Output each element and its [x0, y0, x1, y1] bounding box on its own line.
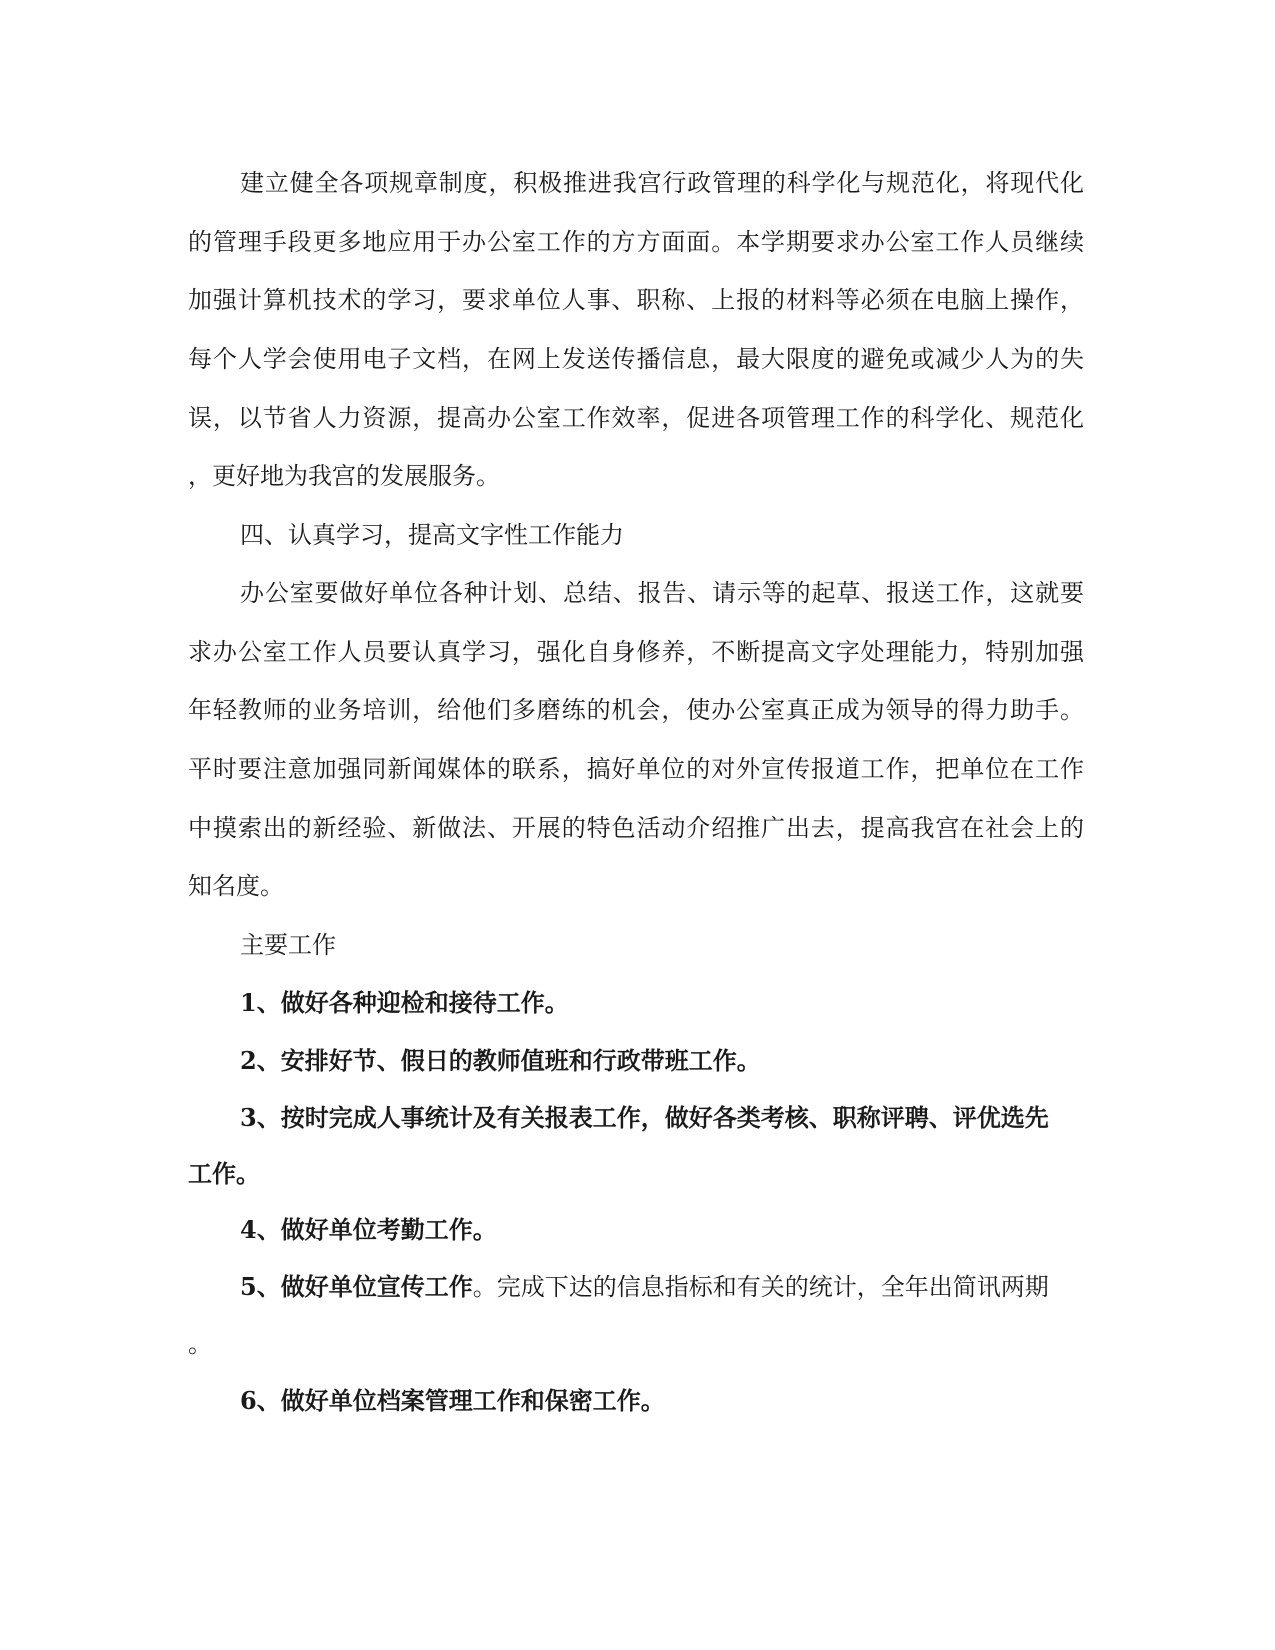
paragraph-2-line-5: 中摸索出的新经验、新做法、开展的特色活动介绍推广出去，提高我宫在社会上的: [188, 814, 1084, 842]
work-item-1: 1、做好各种迎检和接待工作。: [240, 988, 569, 1017]
work-item-5-bold: 5、做好单位宣传工作: [240, 1272, 473, 1301]
main-work-heading: 主要工作: [240, 931, 336, 959]
paragraph-2-line-6: 知名度。: [188, 872, 284, 900]
paragraph-1-line-6: ，更好地为我宫的发展服务。: [188, 462, 500, 490]
paragraph-1-line-5: 误，以节省人力资源，提高办公室工作效率，促进各项管理工作的科学化、规范化: [188, 404, 1084, 432]
work-item-4: 4、做好单位考勤工作。: [240, 1215, 497, 1244]
section-heading: 四、认真学习，提高文字性工作能力: [240, 521, 624, 549]
paragraph-1-line-4: 每个人学会使用电子文档，在网上发送传播信息，最大限度的避免或减少人为的失: [188, 345, 1084, 373]
work-item-3-line-1: 3、按时完成人事统计及有关报表工作，做好各类考核、职称评聘、评优选先: [240, 1103, 1049, 1132]
paragraph-2-line-1: 办公室要做好单位各种计划、总结、报告、请示等的起草、报送工作，这就要: [240, 579, 1084, 607]
paragraph-1-line-2: 的管理手段更多地应用于办公室工作的方方面面。本学期要求办公室工作人员继续: [188, 228, 1084, 256]
paragraph-1-line-1: 建立健全各项规章制度，积极推进我宫行政管理的科学化与规范化，将现代化: [240, 169, 1084, 197]
work-item-6: 6、做好单位档案管理工作和保密工作。: [240, 1386, 665, 1415]
paragraph-2-line-3: 年轻教师的业务培训，给他们多磨练的机会，使办公室真正成为领导的得力助手。: [188, 696, 1084, 724]
work-item-2: 2、安排好节、假日的教师值班和行政带班工作。: [240, 1046, 761, 1075]
paragraph-2-line-4: 平时要注意加强同新闻媒体的联系，搞好单位的对外宣传报道工作，把单位在工作: [188, 755, 1084, 783]
paragraph-1-line-3: 加强计算机技术的学习，要求单位人事、职称、上报的材料等必须在电脑上操作，: [188, 286, 1084, 314]
work-item-5-rest: 。完成下达的信息指标和有关的统计，全年出简讯两期: [472, 1273, 1049, 1301]
work-item-5-line-1: [240, 1272, 1049, 1302]
work-item-5-line-2: 。: [188, 1330, 212, 1358]
work-item-3-line-2: 工作。: [188, 1159, 260, 1188]
paragraph-2-line-2: 求办公室工作人员要认真学习，强化自身修养，不断提高文字处理能力，特别加强: [188, 638, 1084, 666]
